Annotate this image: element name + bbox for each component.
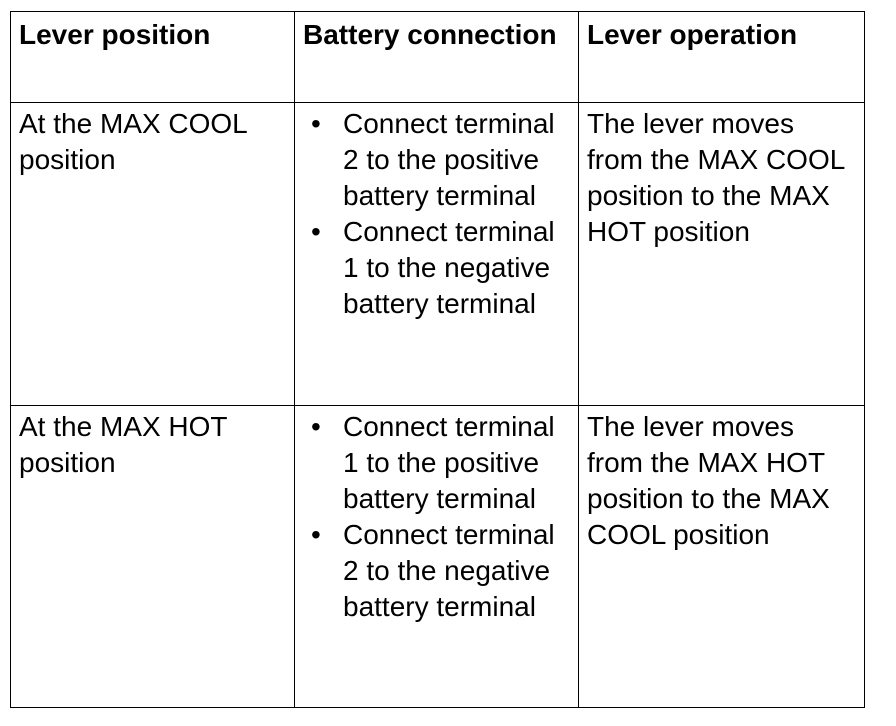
cell-battery-connection bbox=[295, 103, 579, 406]
list-item bbox=[305, 214, 570, 322]
battery-connection-list bbox=[305, 106, 570, 322]
table-row bbox=[11, 103, 865, 406]
header-lever-position: Lever position bbox=[11, 12, 295, 103]
bullet-icon: • bbox=[311, 108, 321, 139]
list-item bbox=[305, 409, 570, 517]
bullet-icon: • bbox=[311, 519, 321, 550]
header-battery-connection: Battery connection bbox=[295, 12, 579, 103]
list-item-text: Connect terminal 2 to the positive battery terminal bbox=[343, 108, 555, 211]
cell-lever-position: At the MAX COOL position bbox=[11, 103, 295, 406]
cell-lever-position: At the MAX HOT position bbox=[11, 406, 295, 708]
list-item-text: Connect terminal 1 to the negative battery terminal bbox=[343, 216, 555, 319]
header-lever-operation: Lever operation bbox=[579, 12, 865, 103]
list-item-text: Connect terminal 1 to the positive battery terminal bbox=[343, 411, 555, 514]
battery-connection-list bbox=[305, 409, 570, 625]
list-item bbox=[305, 517, 570, 625]
list-item-text: Connect terminal 2 to the negative battery terminal bbox=[343, 519, 555, 622]
lever-operation-table bbox=[10, 11, 865, 708]
table-row bbox=[11, 406, 865, 708]
bullet-icon: • bbox=[311, 216, 321, 247]
bullet-icon: • bbox=[311, 411, 321, 442]
cell-lever-operation: The lever moves from the MAX COOL position to the MAX HOT position bbox=[579, 103, 865, 406]
table-header-row bbox=[11, 12, 865, 103]
cell-lever-operation: The lever moves from the MAX HOT position to the MAX COOL position bbox=[579, 406, 865, 708]
list-item bbox=[305, 106, 570, 214]
lever-table-container bbox=[10, 11, 865, 708]
cell-battery-connection bbox=[295, 406, 579, 708]
